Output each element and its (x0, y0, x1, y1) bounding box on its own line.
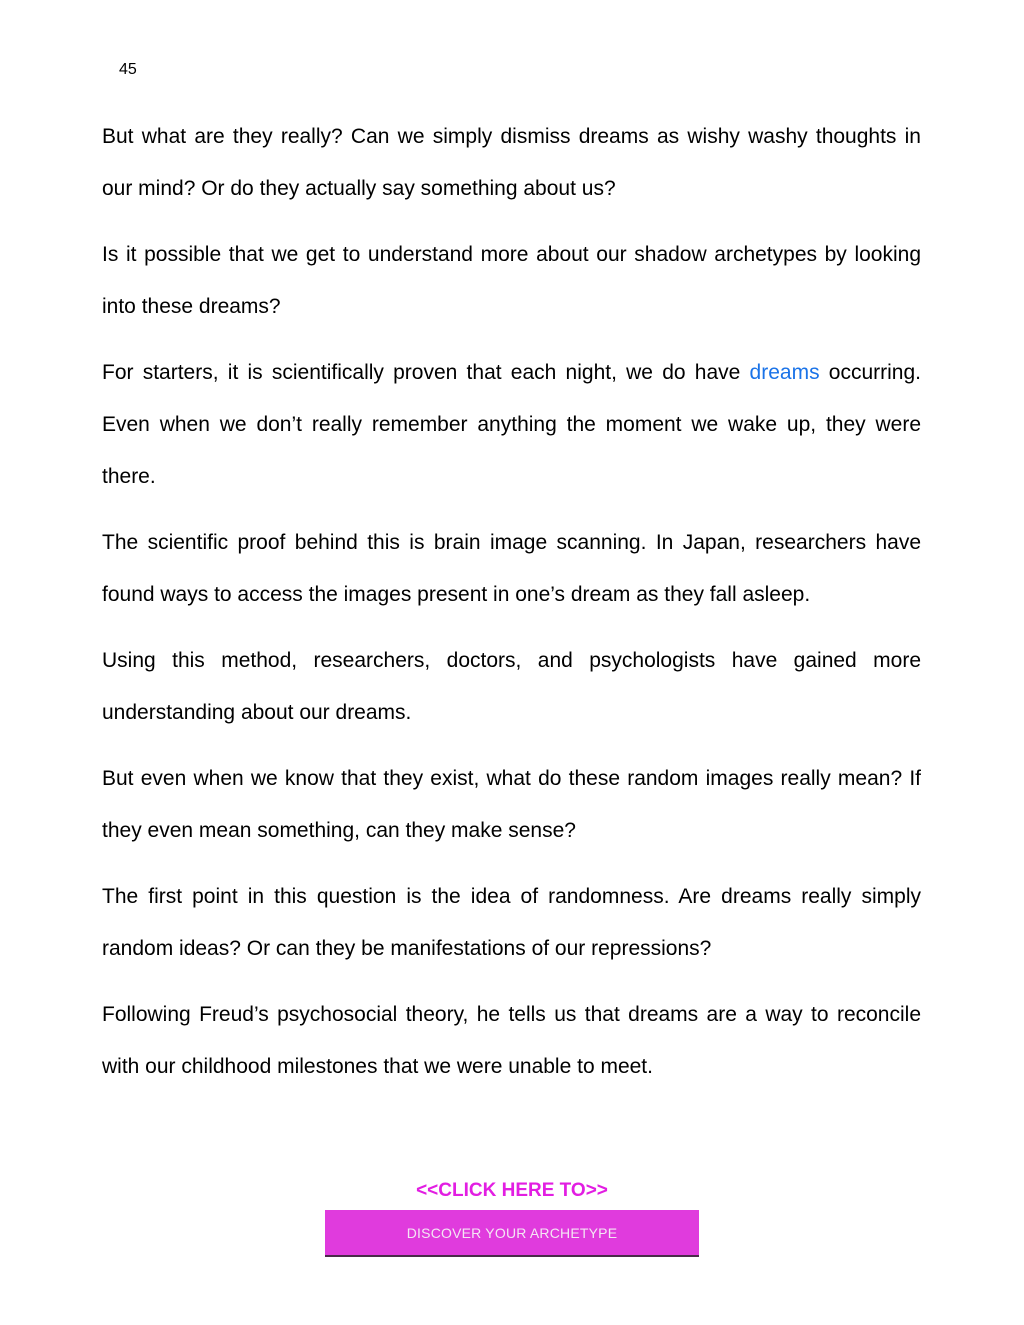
cta-button-label: DISCOVER YOUR ARCHETYPE (406, 1224, 618, 1241)
page-number: 45 (119, 61, 137, 78)
paragraph: Using this method, researchers, doctors, and psychologists have gained more understanding about our dreams. (102, 649, 921, 724)
paragraph-text: occurring. Even when we don’t really remember anything the moment we wake up, they were there. (102, 361, 921, 488)
cta-heading[interactable]: <<CLICK HERE TO>> (416, 1180, 608, 1201)
paragraph: Following Freud’s psychosocial theory, he tells us that dreams are a way to reconcile with our childhood milestones that we were unable to meet. (102, 1003, 921, 1078)
paragraph: The scientific proof behind this is brain image scanning. In Japan, researchers have found ways to access the images present in one’s dream as they fall asleep. (102, 531, 921, 606)
discover-archetype-button[interactable] (325, 1210, 699, 1257)
paragraph: But even when we know that they exist, what do these random images really mean? If they even mean something, can they make sense? (102, 767, 921, 842)
paragraph: The first point in this question is the idea of randomness. Are dreams really simply random ideas? Or can they be manifestations of our repressions? (102, 885, 921, 960)
body-text (102, 111, 921, 1107)
paragraph: But what are they really? Can we simply dismiss dreams as wishy washy thoughts in our mind? Or do they actually say something about us? (102, 125, 921, 200)
paragraph: Is it possible that we get to understand more about our shadow archetypes by looking into these dreams? (102, 243, 921, 318)
paragraph-text: For starters, it is scientifically proven that each night, we do have (102, 361, 750, 384)
paragraph (102, 347, 921, 503)
dreams-link[interactable]: dreams (749, 361, 820, 384)
